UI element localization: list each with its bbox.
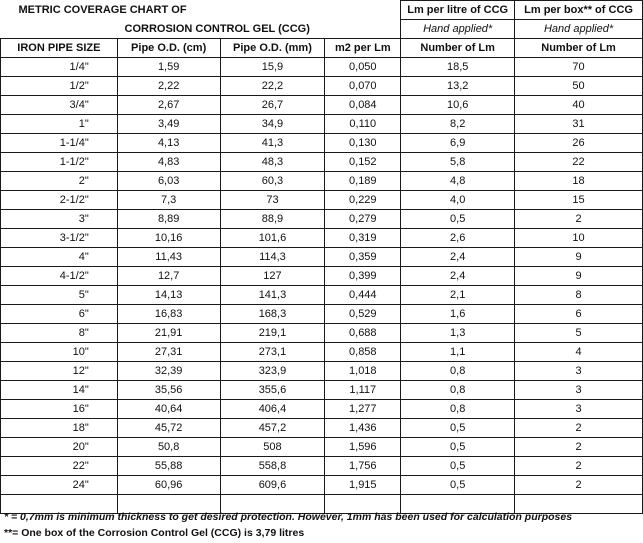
table-row [1,172,643,191]
cell-m2-per-lm: 1,018 [325,362,401,381]
cell-lm-per-box: 70 [515,58,643,77]
cell-od-mm: 127 [220,267,325,286]
cell-lm-per-litre: 1,1 [401,343,515,362]
cell-od-mm: 508 [220,438,325,457]
cell-lm-per-box: 2 [515,457,643,476]
table-row [1,476,643,495]
cell-lm-per-box: 6 [515,305,643,324]
table-row [1,438,643,457]
table-row [1,267,643,286]
cell-od-cm: 7,3 [117,191,220,210]
table-row [1,381,643,400]
cell-lm-per-box: 2 [515,210,643,229]
cell-od-cm: 35,56 [117,381,220,400]
cell-od-cm: 40,64 [117,400,220,419]
cell-iron-pipe-size: 2-1/2" [1,191,118,210]
cell-iron-pipe-size: 8" [1,324,118,343]
cell-m2-per-lm: 0,529 [325,305,401,324]
table-row [1,153,643,172]
cell-od-cm: 27,31 [117,343,220,362]
table-row [1,400,643,419]
cell-lm-per-box: 26 [515,134,643,153]
cell-od-mm: 609,6 [220,476,325,495]
cell-od-cm: 55,88 [117,457,220,476]
cell-lm-per-box: 3 [515,381,643,400]
cell-lm-per-litre: 0,8 [401,400,515,419]
cell-iron-pipe-size: 18" [1,419,118,438]
cell-od-cm: 60,96 [117,476,220,495]
cell-iron-pipe-size: 3" [1,210,118,229]
cell-iron-pipe-size: 4" [1,248,118,267]
cell-od-mm: 15,9 [220,58,325,77]
cell-od-cm: 16,83 [117,305,220,324]
cell-iron-pipe-size: 16" [1,400,118,419]
cell-od-cm: 1,59 [117,58,220,77]
cell-lm-per-litre: 5,8 [401,153,515,172]
cell-od-mm: 22,2 [220,77,325,96]
col-header-od-cm: Pipe O.D. (cm) [117,39,220,58]
col-header-m2-per-lm: m2 per Lm [325,39,401,58]
cell-lm-per-box: 22 [515,153,643,172]
table-row [1,286,643,305]
cell-od-cm: 2,67 [117,96,220,115]
cell-od-mm: 141,3 [220,286,325,305]
cell-lm-per-litre: 4,0 [401,191,515,210]
cell-m2-per-lm: 0,399 [325,267,401,286]
cell-m2-per-lm: 0,130 [325,134,401,153]
table-row [1,115,643,134]
cell-od-mm: 323,9 [220,362,325,381]
cell-iron-pipe-size: 1-1/2" [1,153,118,172]
cell-lm-per-box: 5 [515,324,643,343]
cell-od-cm: 4,83 [117,153,220,172]
cell-m2-per-lm: 0,444 [325,286,401,305]
cell-od-mm: 219,1 [220,324,325,343]
cell-lm-per-box: 31 [515,115,643,134]
table-row [1,324,643,343]
col-header-od-mm: Pipe O.D. (mm) [220,39,325,58]
cell-iron-pipe-size: 12" [1,362,118,381]
cell-od-mm: 457,2 [220,419,325,438]
cell-iron-pipe-size: 20" [1,438,118,457]
cell-od-mm: 73 [220,191,325,210]
cell-m2-per-lm: 1,117 [325,381,401,400]
cell-lm-per-litre: 13,2 [401,77,515,96]
cell-lm-per-litre: 10,6 [401,96,515,115]
cell-od-cm: 21,91 [117,324,220,343]
cell-m2-per-lm: 1,277 [325,400,401,419]
cell-lm-per-litre: 0,5 [401,210,515,229]
cell-lm-per-box: 40 [515,96,643,115]
table-row [1,229,643,248]
cell-m2-per-lm: 0,688 [325,324,401,343]
cell-m2-per-lm: 0,229 [325,191,401,210]
cell-od-cm: 2,22 [117,77,220,96]
cell-od-cm: 32,39 [117,362,220,381]
cell-lm-per-litre: 6,9 [401,134,515,153]
cell-m2-per-lm: 0,319 [325,229,401,248]
cell-iron-pipe-size: 1" [1,115,118,134]
table-row [1,343,643,362]
cell-od-cm: 45,72 [117,419,220,438]
title-row-1 [1,1,643,20]
cell-lm-per-litre: 8,2 [401,115,515,134]
cell-iron-pipe-size: 5" [1,286,118,305]
table-row [1,134,643,153]
cell-od-cm: 4,13 [117,134,220,153]
column-header-row [1,39,643,58]
cell-lm-per-box: 18 [515,172,643,191]
title-line-2: CORROSION CONTROL GEL (CCG) [124,22,310,35]
cell-od-cm: 10,16 [117,229,220,248]
cell-lm-per-box: 9 [515,248,643,267]
cell-od-cm: 14,13 [117,286,220,305]
cell-iron-pipe-size: 1/4" [1,58,118,77]
cell-lm-per-box: 2 [515,419,643,438]
cell-iron-pipe-size: 24" [1,476,118,495]
cell-lm-per-box: 3 [515,362,643,381]
table-row [1,419,643,438]
footnote-box-volume: **= One box of the Corrosion Control Gel (CCG) is 3,79 litres [4,527,305,539]
col5-box-header: Lm per litre of CCG [401,1,515,20]
cell-lm-per-box: 3 [515,400,643,419]
cell-od-mm: 406,4 [220,400,325,419]
table-row [1,248,643,267]
table-row [1,362,643,381]
cell-od-cm: 3,49 [117,115,220,134]
cell-lm-per-box: 15 [515,191,643,210]
cell-lm-per-box: 9 [515,267,643,286]
cell-lm-per-litre: 2,6 [401,229,515,248]
table-row [1,191,643,210]
cell-m2-per-lm: 1,436 [325,419,401,438]
col-header-lm-per-box: Number of Lm [515,39,643,58]
cell-od-mm: 48,3 [220,153,325,172]
cell-m2-per-lm: 0,110 [325,115,401,134]
cell-iron-pipe-size: 2" [1,172,118,191]
cell-lm-per-box: 10 [515,229,643,248]
title-line-1: METRIC COVERAGE CHART OF [18,4,187,16]
cell-m2-per-lm: 1,756 [325,457,401,476]
cell-m2-per-lm: 0,050 [325,58,401,77]
cell-iron-pipe-size: 3/4" [1,96,118,115]
cell-m2-per-lm: 0,359 [325,248,401,267]
cell-m2-per-lm: 0,070 [325,77,401,96]
cell-lm-per-litre: 0,5 [401,419,515,438]
cell-iron-pipe-size: 6" [1,305,118,324]
cell-lm-per-litre: 4,8 [401,172,515,191]
cell-m2-per-lm: 0,279 [325,210,401,229]
cell-lm-per-litre: 2,1 [401,286,515,305]
cell-m2-per-lm: 1,915 [325,476,401,495]
cell-m2-per-lm: 0,189 [325,172,401,191]
cell-od-mm: 101,6 [220,229,325,248]
cell-iron-pipe-size: 14" [1,381,118,400]
cell-iron-pipe-size: 1-1/4" [1,134,118,153]
cell-iron-pipe-size: 1/2" [1,77,118,96]
cell-lm-per-litre: 1,6 [401,305,515,324]
table-row [1,457,643,476]
table-row [1,77,643,96]
cell-od-mm: 41,3 [220,134,325,153]
col-header-lm-per-litre: Number of Lm [401,39,515,58]
cell-lm-per-litre: 0,5 [401,476,515,495]
cell-iron-pipe-size: 3-1/2" [1,229,118,248]
cell-m2-per-lm: 0,152 [325,153,401,172]
cell-od-cm: 50,8 [117,438,220,457]
cell-lm-per-litre: 2,4 [401,267,515,286]
col6-subheader: Hand applied* [515,20,643,39]
cell-lm-per-litre: 0,8 [401,362,515,381]
cell-lm-per-box: 4 [515,343,643,362]
col-header-iron-pipe-size: IRON PIPE SIZE [1,39,118,58]
cell-m2-per-lm: 1,596 [325,438,401,457]
cell-lm-per-litre: 2,4 [401,248,515,267]
title-row-2 [1,20,643,39]
cell-od-cm: 11,43 [117,248,220,267]
table-row [1,58,643,77]
cell-lm-per-litre: 0,8 [401,381,515,400]
cell-lm-per-litre: 18,5 [401,58,515,77]
cell-lm-per-box: 2 [515,438,643,457]
table-row [1,96,643,115]
cell-od-mm: 355,6 [220,381,325,400]
cell-iron-pipe-size: 4-1/2" [1,267,118,286]
cell-od-mm: 60,3 [220,172,325,191]
cell-od-cm: 12,7 [117,267,220,286]
cell-od-mm: 273,1 [220,343,325,362]
table-row [1,210,643,229]
cell-iron-pipe-size: 10" [1,343,118,362]
cell-od-mm: 114,3 [220,248,325,267]
cell-od-mm: 168,3 [220,305,325,324]
col6-box-header: Lm per box** of CCG [515,1,643,20]
cell-lm-per-litre: 0,5 [401,438,515,457]
cell-lm-per-litre: 1,3 [401,324,515,343]
col5-subheader: Hand applied* [401,20,515,39]
cell-lm-per-box: 50 [515,77,643,96]
cell-lm-per-litre: 0,5 [401,457,515,476]
cell-od-mm: 26,7 [220,96,325,115]
cell-lm-per-box: 8 [515,286,643,305]
cell-iron-pipe-size: 22" [1,457,118,476]
cell-lm-per-box: 2 [515,476,643,495]
cell-od-cm: 8,89 [117,210,220,229]
cell-od-mm: 88,9 [220,210,325,229]
cell-od-cm: 6,03 [117,172,220,191]
cell-od-mm: 34,9 [220,115,325,134]
table-row [1,305,643,324]
cell-m2-per-lm: 0,858 [325,343,401,362]
footnote-thickness: * = 0,7mm is minimum thickness to get desired protection. However, 1mm has been used for calculation purposes [4,511,573,523]
cell-m2-per-lm: 0,084 [325,96,401,115]
cell-od-mm: 558,8 [220,457,325,476]
